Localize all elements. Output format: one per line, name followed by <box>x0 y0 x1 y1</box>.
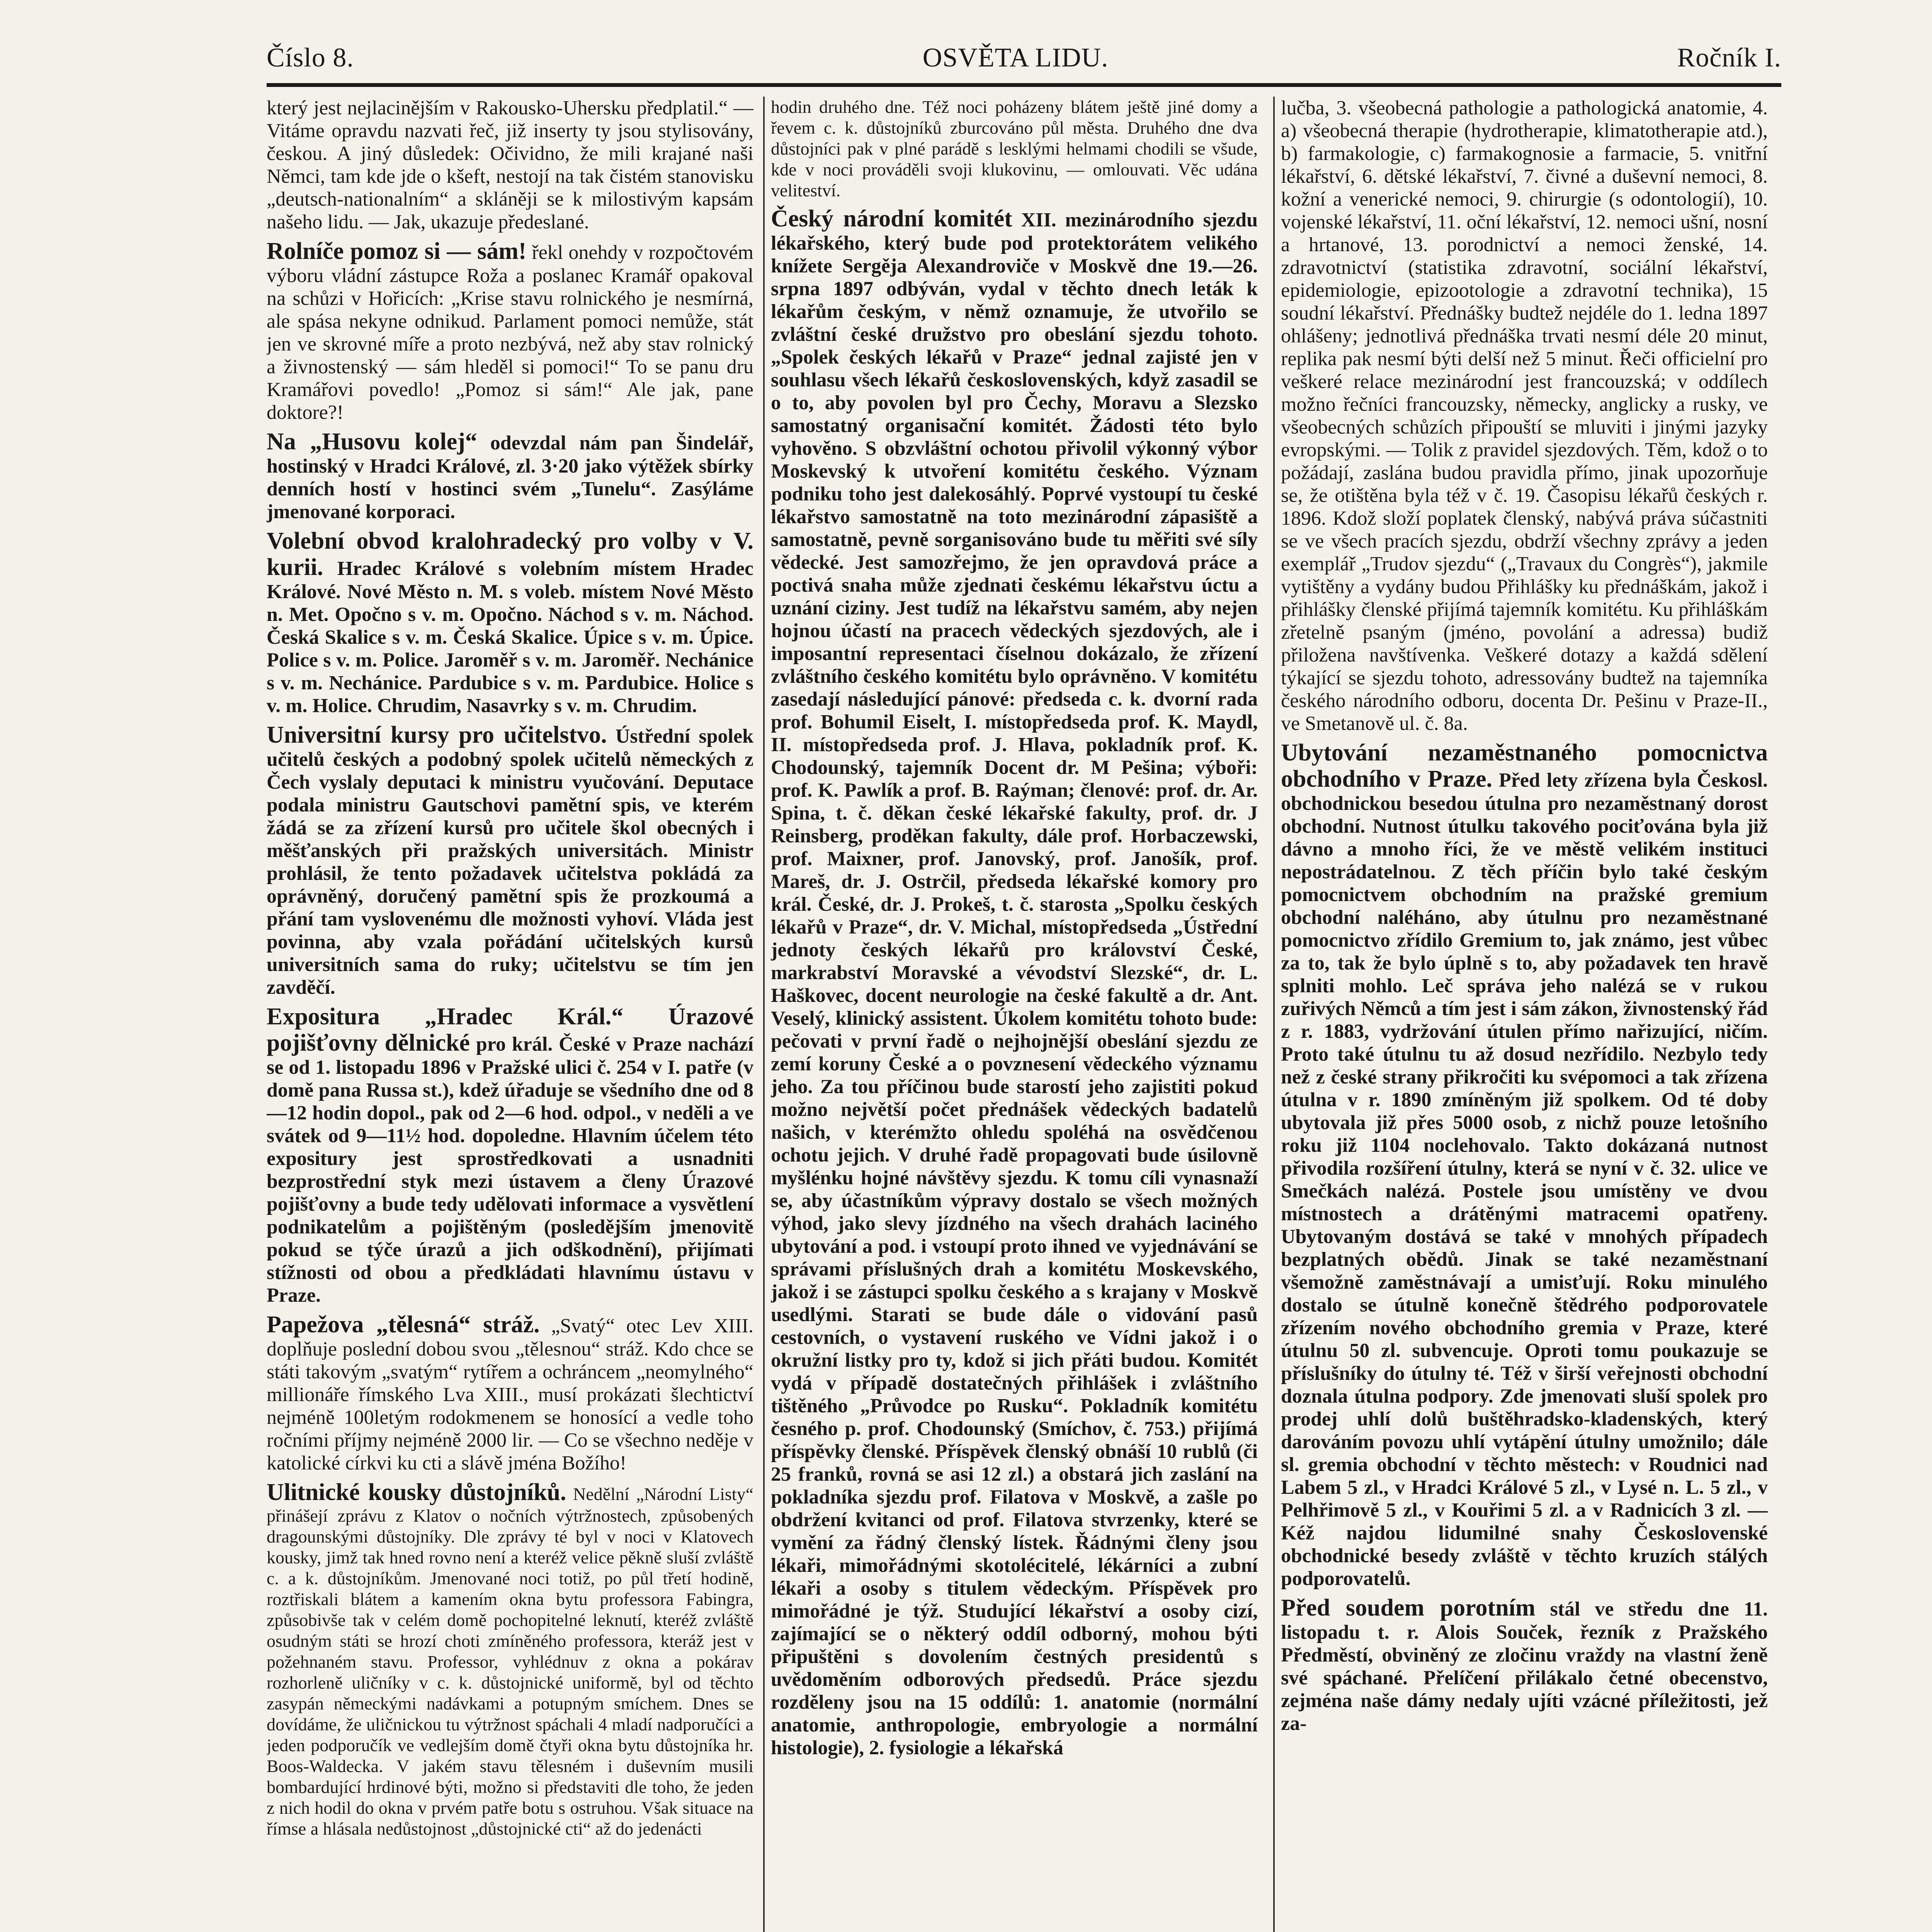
article-text: Ústřední spolek učitelů českých a podobný spolek učitelů německých z Čech vyslaly deputaci k ministru vyučování. Deputace podala ministru Gautschovi pamětní spis, ve kterém žádá se za zřízení kursů pro učitele škol obecných i měšťanských při pražských universitách. Ministr prohlásil, že tento požadavek učitelstva pokládá za oprávněný, doručený pamětní spis že prozkoumá a přání tam vyslovenému dle možnosti vyhoví. Vláda jest povinna, aby vzala pořádání učitelských kursů universitních sama do ruky; učitelstvu se tím jen zavděčí. <box>267 725 753 998</box>
article-text: který jest nejlacinějším v Rakousko-Uhersku předplatil.“ — Vitáme opravdu nazvati řeč, již inserty ty jsou stylisovány, českou. A jiný důsledek: Očividno, že mili krajané naši Němci, tam kde jde o kšeft, nestojí na tak čistém stanovisku „deutsch-nationalním“ a skláněji se k milostivým kapsám našeho lidu. — Jak, ukazuje předeslané. <box>267 97 753 233</box>
article-text: Nedělní „Národní Listy“ přinášejí zprávu z Klatov o nočních výtržnostech, způsobených dragounskými důstojníky. Dle zprávy té byl v noci v Klatovech kousky, jimž tak hned rovno není a kteréž velice pěkně sluší zvláště c. a k. důstojníkům. Jmenované noci totiž, po půl třetí hodině, roztřiskali blátem a kamením okna bytu professora Fabingra, způsobivše tak v celém domě pochopitelné leknutí, kteréž zvláště osudným státi se hrozí choti zmíněného professora, kteráž jest v požehnaném stavu. Professor, vyhlédnuv z okna a pokárav rozhorleně uličníky v c. k. důstojnické uniformě, byl od těchto zasypán německými nadávkami a potupným smíchem. Dnes se dovídáme, že uličnickou tu výtržnost spáchali 4 mladí nadporučíci a jeden podporučík ve vedlejším domě čtyři okna bytu důstojníka hr. Boos-Waldecka. V jakém stavu tělesném i duševním musili bombardující hrdinové býti, možno si představiti dle toho, že jeden z nich hodil do okna v prvém patře botu s ostruhou. Však situace na římse a hlásala nedůstojnost „důstojnické cti“ až do jedenácti <box>267 1484 753 1838</box>
article-paragraph <box>1281 740 1768 1590</box>
article-heading: Papežova „tělesná“ stráž. <box>267 1311 540 1338</box>
column-divider <box>1273 97 1275 1932</box>
article-paragraph <box>267 1479 753 1839</box>
column-divider <box>763 97 765 1932</box>
article-text: hodin druhého dne. Též noci poházeny blátem ještě jiné domy a řevem c. k. důstojníků zburcováno půl města. Druhého dne dva důstojníci pak v plné parádě s lesklými helmami chodili se všude, kde v noci prováděli svoji klukovinu, — omlouvati. Věc udána veliteství. <box>771 97 1258 200</box>
article-text: pro král. České v Praze nachází se od 1. listopadu 1896 v Pražské ulici č. 254 v I. patře (v domě pana Russa st.), kdež úřaduje se všedního dne od 8—12 hodin dopol., pak od 2—6 hod. odpol., v neděli a ve svátek od 9—11½ hod. dopoledne. Hlavním účelem této expositury jest sprostředkovati a usnadniti bezprostřední styk mezi ústavem a členy Úrazové pojišťovny a bude tedy udělovati informace a vysvětlení podnikatelům a pojištěným (posledějším jmenovitě pokud se týče úrazů a jich odškodnění), přijímati stížnosti od obou a předkládati hlavnímu ústavu v Praze. <box>267 1033 753 1306</box>
newspaper-title: OSVĚTA LIDU. <box>922 43 1109 73</box>
article-heading: Ulitnické kousky důstojníků. <box>267 1479 566 1505</box>
column-2 <box>771 97 1258 1932</box>
page-header <box>267 35 1781 81</box>
article-text: řekl onehdy v rozpočtovém výboru vládní zástupce Roža a poslanec Kramář opakoval na schůzi v Hořicích: „Krise stavu rolnického je nesmírná, ale spása nekyne odnikud. Parlament pomoci nemůže, stát jen ve skrovné míře a proto nezbývá, než aby stav rolnický a živnostenský — sám hleděl si pomoci!“ To se panu dru Kramářovi povedlo! „Pomoz si sám!“ Ale jak, pane doktore?! <box>267 242 753 423</box>
article-text: Hradec Králové s volebním místem Hradec Králové. Nové Město n. M. s voleb. místem Nové Město n. Met. Opočno s v. m. Opočno. Náchod s v. m. Náchod. Česká Skalice s v. m. Česká Skalice. Úpice s v. m. Úpice. Police s v. m. Police. Jaroměř s v. m. Jaroměř. Nechánice s v. m. Nechánice. Pardubice s v. m. Pardubice. Holice s v. m. Holice. Chrudim, Nasavrky s v. m. Chrudim. <box>267 558 753 717</box>
article-heading: Český národní komitét <box>771 206 1012 232</box>
article-paragraph <box>771 97 1258 201</box>
header-rule <box>267 83 1781 87</box>
article-paragraph <box>1281 1595 1768 1735</box>
article-paragraph <box>267 1311 753 1475</box>
article-heading: Na „Husovu kolej“ <box>267 429 477 455</box>
article-paragraph <box>267 722 753 999</box>
article-paragraph <box>1281 97 1768 735</box>
article-heading: Expositura „Hradec Král.“ Úrazové pojišťovny dělnické <box>267 1003 753 1056</box>
article-text: odevzdal nám pan Šindelář, hostinský v Hradci Králové, zl. 3·20 jako výtěžek sbírky denních hostí v hostinci svém „Tunelu“. Zasýláme jmenované korporaci. <box>267 432 753 523</box>
article-paragraph <box>267 238 753 424</box>
article-paragraph <box>267 1003 753 1307</box>
article-text: stál ve středu dne 11. listopadu t. r. Alois Souček, řezník z Pražského Předměstí, obviněný ze zločinu vraždy na vlastní ženě své spáchané. Přelíčení přilákalo četné obecenstvo, zejména naše dámy nedaly ujíti vzácné příležitosti, jež za- <box>1281 1598 1768 1735</box>
article-heading: Rolníče pomoz si — sám! <box>267 238 527 264</box>
article-heading: Před soudem porotním <box>1281 1595 1536 1621</box>
volume-number: Ročník I. <box>1677 43 1781 73</box>
article-text: lučba, 3. všeobecná pathologie a pathologická anatomie, 4. a) všeobecná therapie (hydrotherapie, klimatotherapie atd.), b) farmakologie, c) farmakognosie a farmacie, 5. vnitřní lékařství, 6. dětské lékařství, 7. čivné a duševní nemoci, 8. kožní a venerické nemoci, 9. chirurgie (s odontologií), 10. vojenské lékařství, 11. oční lékařství, 12. nemoci ušní, nosní a hrtanové, 13. porodnictví a nemoci ženské, 14. zdravotnictví (statistika zdravotní, sociální lékařství, epidemiologie, epizootologie a zdravotní technika), 15 soudní lékařství. Přednášky budtež nejdéle do 1. ledna 1897 ohlášeny; jednotlivá přednáška trvati nesmí déle 20 minut, replika pak nesmí býti delší než 5 minut. Řeči officielní pro veškeré relace mezinárodní jest francouzská; v oddílech možno řečníci francouzsky, německy, anglicky a rusky, ve všeobecných schůzích připouští se mluviti i jinými jazyky evropskými. — Tolik z pravidel sjezdových. Těm, kdož o to požádají, zaslána budou pravidla přímo, jinak upozorňuje se, že otištěna byla též v č. 19. Časopisu lékařů českých r. 1896. Kdož složí poplatek členský, nabývá práva súčastniti se ve všech pracích sjezdu, obdrží všechny zprávy a jeden exemplář „Trudov sjezdu“ („Travaux du Congrès“), jakmile vytištěny a vydány budou Přihlášky ku přednáškám, jakož i přihlášky členské přijímá tajemník komitétu. Ku přihláškám zřetelně psaným (jméno, povolání a adressa) budiž přiložena navštívenka. Veškeré dotazy a každá sdělení týkající se sjezdu tohoto, adressovány budtež na tajemníka českého národního odboru, docenta Dr. Pešinu v Praze-II., ve Smetanově ul. č. 8a. <box>1281 97 1768 735</box>
article-heading: Ubytování nezaměstnaného pomocnictva obchodního v Praze. <box>1281 740 1768 792</box>
column-1 <box>267 97 753 1932</box>
article-text: Před lety zřízena byla Českosl. obchodnickou besedou útulna pro nezaměstnaný dorost obchodní. Nutnost útulku takového pociťována byla již dávno a mnoho říci, že ve městě velikém instituci nepostrádatelnou. Z těch příčin bylo také českým pomocnictvem obchodním na pražské gremium obchodní naléháno, aby útulnu pro nezaměstnané pomocnictvo zřídilo Gremium to, jak známo, jest vůbec za to, tak že bylo úplně s to, aby požadavek ten hravě splniti mohlo. Leč správa jeho nalézá se v rukou zuřivých Němců a tím jest i sám zákon, živnostenský řád z r. 1883, vydržování útulen přímo nařizující, ničím. Proto také útulnu tu až dosud nezřídilo. Nezbylo tedy než z české strany přikročiti ku svépomoci a tak zřízena útulna v r. 1890 zmíněným již spolkem. Od té doby ubytovala již přes 5000 osob, z nichž pouze letošního roku již 1104 noclehovalo. Takto dokázaná nutnost přivodila rozšíření útulny, která se nyní v č. 32. ulice ve Smečkách nalézá. Postele jsou umístěny ve dvou místnostech a drátěnými matracemi opatřeny. Ubytovaným dostává se také v mnohých případech bezplatných obědů. Jinak se také nezaměstnaní všemožně zaměstnávají a umisťují. Roku minulého dostalo se útulně konečně štědrého podporovatele zřízením nového obchodního gremia v Praze, které útulnu 50 zl. subvencuje. Oproti tomu poukazuje se příslušníky do útulny té. Též v širší veřejnosti obchodní doznala útulna podpory. Zde jmenovati sluší spolek pro prodej uhlí dolů buštěhradsko-kladenských, který darováním povozu uhlí vytápění útulny umožnilo; dále sl. gremia obchodní v těchto městech: v Roudnici nad Labem 5 zl., v Hradci Králové 5 zl., v Lysé n. L. 5 zl., v Pelhřimově 5 zl., v Kouřimi 5 zl. a v Radnicích 3 zl. — Kéž najdou lidumilné snahy Československé obchodnické besedy zvláště v těchto kruzích stálých podporovatelů. <box>1281 769 1768 1590</box>
article-text: „Svatý“ otec Lev XIII. doplňuje poslední dobou svou „tělesnou“ stráž. Kdo chce se státi takovým „svatým“ rytířem a ochráncem „neomylného“ millionáře římského Lva XIII., musí prokázati šlechtictví nejméně 100letým rodokmenem se honosící a vedle toho ročními příjmy nejméně 2000 lir. — Co se všechno neděje v katolické církvi ku cti a slávě jména Božího! <box>267 1315 753 1474</box>
column-3 <box>1281 97 1768 1932</box>
article-paragraph <box>267 528 753 717</box>
article-text: XII. mezinárodního sjezdu lékařského, který bude pod protektorátem velikého knížete Sergěja Alexandroviče v Moskvě dne 19.—26. srpna 1897 odbýván, vydal v těchto dnech leták k lékařům českým, v němž oznamuje, že utvořilo se zvláštní české družstvo pro obeslání sjezdu tohoto. „Spolek českých lékařů v Praze“ jednal zajisté jen v souhlasu všech lékařů československých, když zasadil se o to, aby povolen byl pro Čechy, Moravu a Slezsko samostatný organisační komitét. Žádosti této bylo vyhověno. S obzvláštní ochotou přivolil výkonný výbor Moskevský k utvoření komitétu českého. Význam podniku toho jest dalekosáhlý. Poprvé vystoupí tu české lékařstvo samostatně na toto mezinárodní zápasiště a samostatně, pevně sorganisováno bude tu měřiti své síly vědecké. Jest samozřejmo, že jen opravdová práce a poctivá snaha může zjednati českému lékařstvu úctu a uznání ciziny. Jest tudíž na lékařstvu samém, aby nejen hojnou účastí na pracech vědeckých sjezdových, ale i imposantní representaci číselnou dokázalo, že zřízení zvláštního českého komitétu bylo oprávněno. V komitétu zasedají následující pánové: předseda c. k. dvorní rada prof. Bohumil Eiselt, I. místopředseda prof. K. Maydl, II. místopředseda prof. J. Hlava, pokladník prof. K. Chodounský, tajemník Docent dr. M Pešina; výboři: prof. K. Pawlík a prof. B. Raýman; členové: prof. dr. Ar. Spina, t. č. děkan české lékařské fakulty, prof. dr. J Reinsberg, proděkan fakulty, dále prof. Horbaczewski, prof. Maixner, prof. Janovský, prof. Janošík, prof. Mareš, dr. J. Ostrčil, předseda lékařské komory pro král. České, dr. J. Prokeš, t. č. starosta „Spolku českých lékařů v Praze“, dr. V. Michal, místopředseda „Ústřední jednoty českých lékařů pro království České, markrabství Moravské a vévodství Slezské“, dr. L. Haškovec, docent neurologie na české fakultě a dr. Ant. Veselý, klinický assistent. Úkolem komitétu tohoto bude: pečovati v první řadě o nejhojnější obeslání sjezdu ze zemí koruny České a o povznesení vědeckého významu jeho. Za tou příčinou bude starostí jeho zajistiti pokud možno největší počet přednášek vědeckých badatelů našich, v kterémžto ohledu spoléhá na osvědčenou ochotu jejich. V druhé řadě propagovati bude úsilovně myšlénku hojné návštěvy sjezdu. K tomu cíli vynasnaží se, aby účastníkům výpravy dostalo se všech možných výhod, jako slevy jízdného na všech drahách laciného ubytování a pod. i vstoupí proto ihned ve vyjednávání se správami příslušných drah a komitétu Moskevského, jakož i se zástupci spolku českého a s krajany v Moskvě usedlými. Starati se bude dále o vidování pasů cestovních, o vystavení ruského ve Vídni jakož i o okružní listky pro ty, kdož si jich přáti budou. Komitét vydá v případě dostatečných přihlášek i zvláštního tištěného „Průvodce po Rusku“. Pokladník komitétu česného p. prof. Chodounský (Smíchov, č. 753.) přijímá příspěvky členské. Příspěvek členský obnáší 10 rublů (či 25 franků, rovná se asi 12 zl.) a obstará jich zaslání na pokladníka sjezdu prof. Filatova v Moskvě, a zašle po obdržení kvitanci od prof. Filatova stvrzenky, které se vymění za řádný členský lístek. Řádnými členy jsou lékaři, mimořádnými skotolécitelé, lékárníci a zubní lékaři a osoby s titulem vědeckým. Příspěvek pro mimořádné je týž. Studující lékařství a osoby cizí, zajímající se o některý oddíl odborný, mohou býti připuštěni s dovolením čestných presidentů s uvědoměním odborových předsedů. Práce sjezdu rozděleny jsou na 15 oddílů: 1. anatomie (normální anatomie, anthropologie, embryologie a normální histologie), 2. fysiologie a lékařská <box>771 209 1258 1759</box>
issue-number: Číslo 8. <box>267 43 354 73</box>
article-paragraph <box>267 429 753 523</box>
article-heading: Universitní kursy pro učitelstvo. <box>267 722 607 748</box>
article-paragraph <box>267 97 753 233</box>
article-paragraph <box>771 206 1258 1759</box>
article-heading: Volební obvod kralohradecký pro volby v V. kurii. <box>267 528 753 580</box>
